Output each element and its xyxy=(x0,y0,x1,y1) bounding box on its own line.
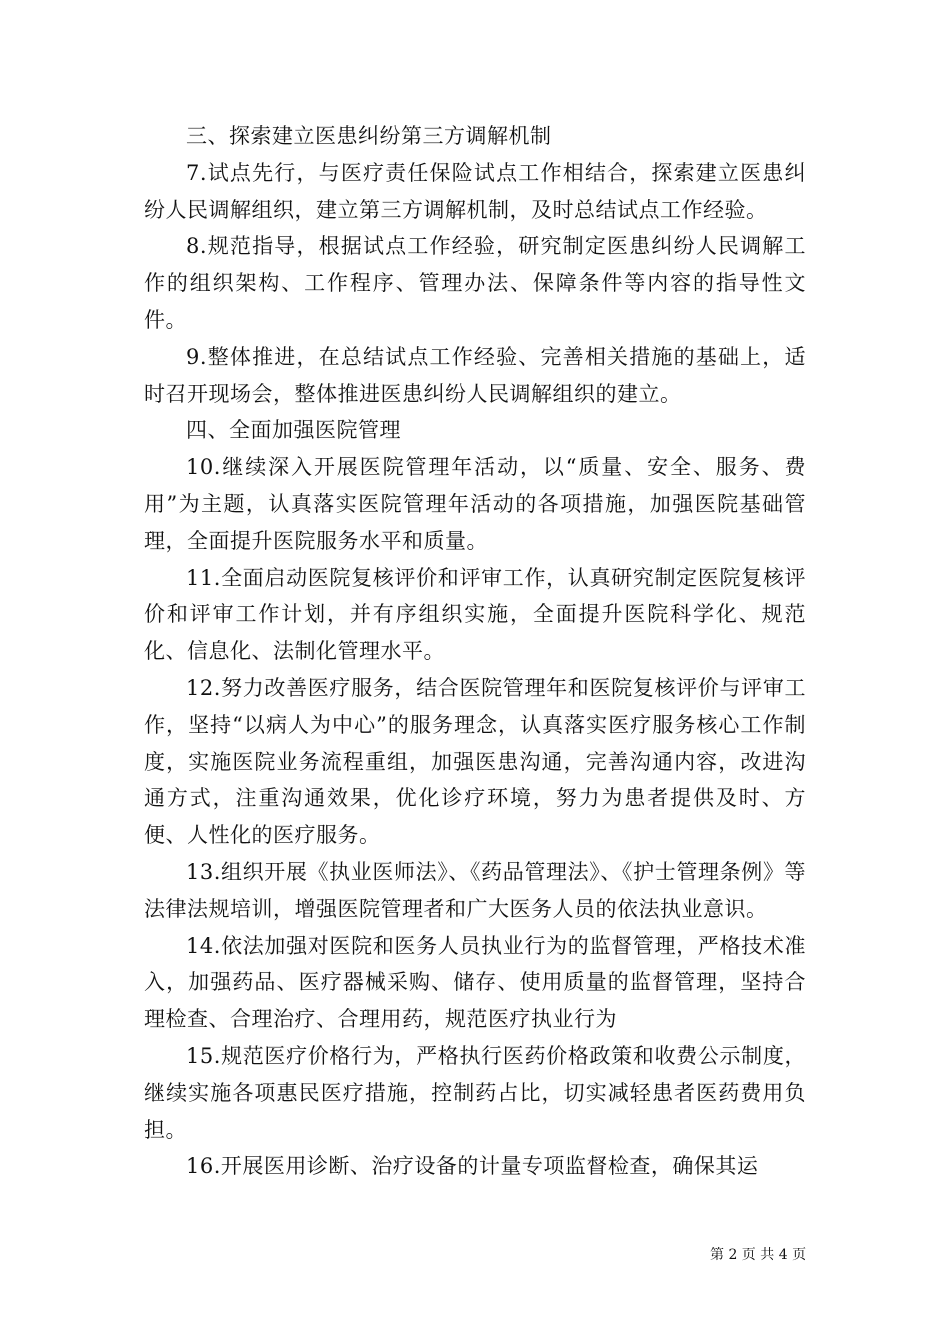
paragraph-item-16: 16.开展医用诊断、治疗设备的计量专项监督检查，确保其运 xyxy=(186,1154,759,1179)
page-number-footer: 第 2 页 共 4 页 xyxy=(710,1247,807,1263)
paragraph-item-7: 7.试点先行，与医疗责任保险试点工作相结合，探索建立医患纠纷人民调解组织，建立第三方调解机制，及时总结试点工作经验。 xyxy=(144,160,806,222)
paragraph-item-9: 9.整体推进，在总结试点工作经验、完善相关措施的基础上，适时召开现场会，整体推进医患纠纷人民调解组织的建立。 xyxy=(144,344,806,406)
paragraph-item-12: 12.努力改善医疗服务，结合医院管理年和医院复核评价与评审工作，坚持“以病人为中心”的服务理念，认真落实医疗服务核心工作制度，实施医院业务流程重组，加强医患沟通，完善沟通内容，改进沟通方式，注重沟通效果，优化诊疗环境，努力为患者提供及时、方便、人性化的医疗服务。 xyxy=(144,675,806,848)
paragraph-item-8: 8.规范指导，根据试点工作经验，研究制定医患纠纷人民调解工作的组织架构、工作程序、管理办法、保障条件等内容的指导性文件。 xyxy=(144,234,806,332)
paragraph-item-15: 15.规范医疗价格行为，严格执行医药价格政策和收费公示制度，继续实施各项惠民医疗措施，控制药占比，切实减轻患者医药费用负担。 xyxy=(144,1043,806,1142)
document-body xyxy=(144,118,806,1185)
section-heading: 三、探索建立医患纠纷第三方调解机制 xyxy=(186,124,552,148)
paragraph-item-13: 13.组织开展《执业医师法》、《药品管理法》、《护士管理条例》等法律法规培训，增强医院管理者和广大医务人员的依法执业意识。 xyxy=(144,859,806,921)
paragraph-item-11: 11.全面启动医院复核评价和评审工作，认真研究制定医院复核评价和评审工作计划，并有序组织实施，全面提升医院科学化、规范化、信息化、法制化管理水平。 xyxy=(144,565,806,664)
paragraph-item-14: 14.依法加强对医院和医务人员执业行为的监督管理，严格技术准入，加强药品、医疗器械采购、储存、使用质量的监督管理，坚持合理检查、合理治疗、合理用药，规范医疗执业行为 xyxy=(144,933,806,1032)
section-heading: 四、全面加强医院管理 xyxy=(186,418,401,443)
paragraph-item-10: 10.继续深入开展医院管理年活动，以“质量、安全、服务、费用”为主题，认真落实医院管理年活动的各项措施，加强医院基础管理，全面提升医院服务水平和质量。 xyxy=(144,455,806,553)
